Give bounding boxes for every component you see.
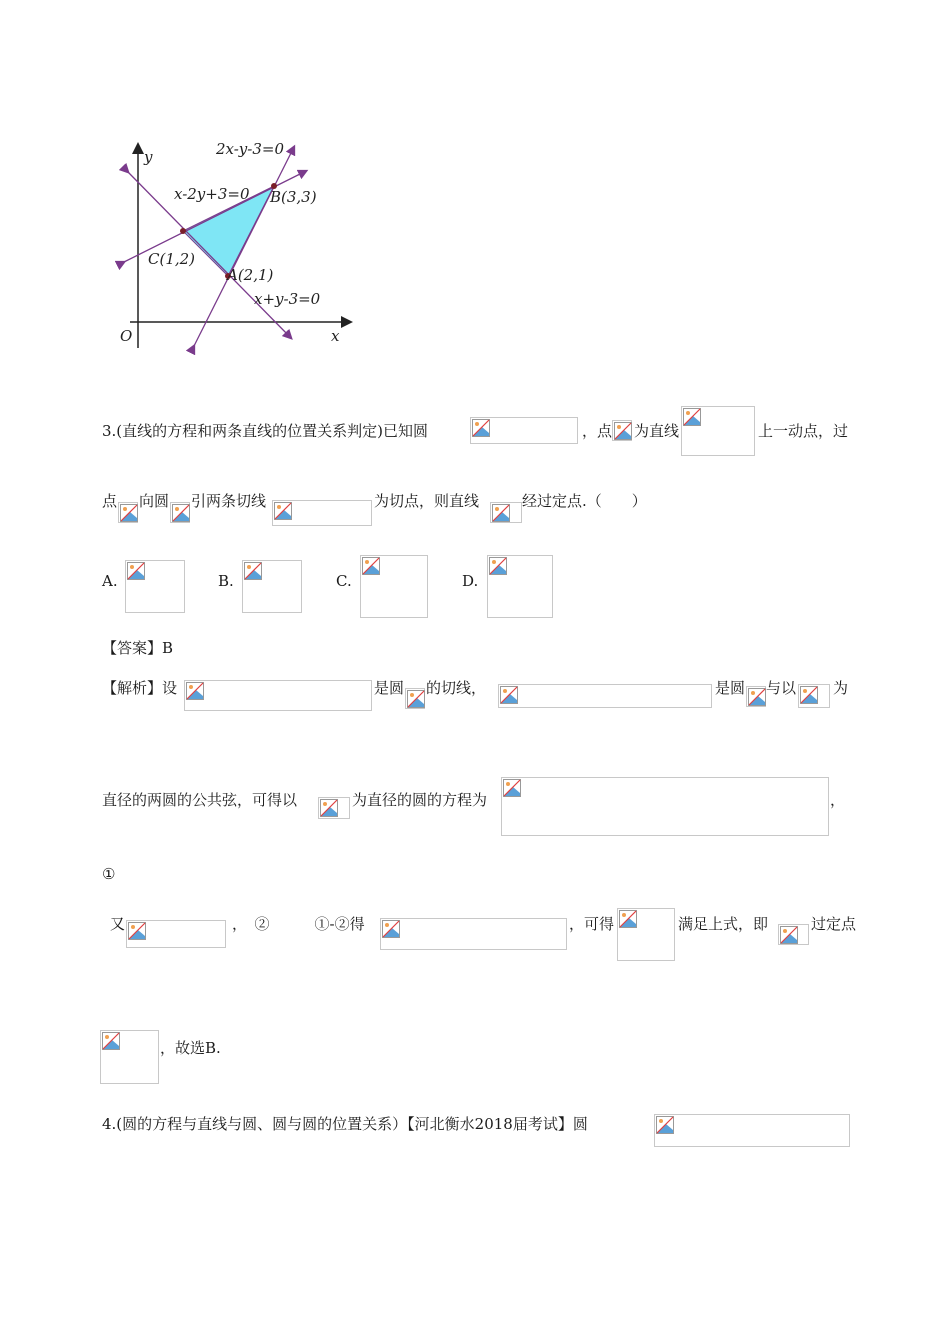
solution-line2-a: 直径的两圆的公共弦，可得以 (102, 791, 298, 809)
solution-line1-d: 是圆 (715, 679, 746, 697)
solution-line2-b: 为直径的圆的方程为 (352, 791, 488, 809)
broken-image-icon (120, 504, 138, 522)
broken-image-icon (102, 1032, 120, 1050)
x-axis-label: x (331, 327, 340, 345)
formula-image (318, 797, 350, 819)
formula-image (118, 502, 138, 523)
q3-line2-b: 向圆 (139, 492, 170, 510)
vertex-c-label: C(1,2) (148, 250, 196, 268)
q3-line2-e: 经过定点.（ ） (522, 492, 647, 510)
formula-image (654, 1114, 850, 1147)
formula-image (272, 500, 372, 526)
formula-image (490, 502, 522, 523)
vertex-a-label: A(2,1) (227, 266, 274, 284)
solution-line1-c: 的切线， (426, 679, 487, 697)
solution-line4: ，故选B. (160, 1039, 221, 1057)
broken-image-icon (244, 562, 262, 580)
vertex-c (180, 228, 186, 234)
solution-line2-c: ， (830, 791, 846, 809)
eq-top-label: 2x-y-3=0 (216, 140, 285, 158)
broken-image-icon (500, 686, 518, 704)
eq-bottom-label: x+y-3=0 (254, 290, 321, 308)
broken-image-icon (186, 682, 204, 700)
formula-image (498, 684, 712, 708)
formula-image (778, 924, 809, 945)
broken-image-icon (320, 799, 338, 817)
q3-line2-c: 引两条切线 (191, 492, 267, 510)
solution-line1-b: 是圆 (374, 679, 405, 697)
y-axis-label: y (144, 148, 153, 166)
broken-image-icon (780, 926, 798, 944)
q3-line2-d: 为切点，则直线 (374, 492, 480, 510)
broken-image-icon (274, 502, 292, 520)
solution-line3-e: 过定点 (811, 915, 857, 933)
formula-image (612, 420, 632, 441)
broken-image-icon (619, 910, 637, 928)
q3-line2-a: 点 (102, 492, 118, 510)
option-b-label: B. (218, 572, 234, 590)
eq-left-label: x-2y+3=0 (174, 185, 250, 203)
broken-image-icon (472, 419, 490, 437)
formula-image (501, 777, 829, 836)
broken-image-icon (503, 779, 521, 797)
broken-image-icon (492, 504, 510, 522)
solution-line3-b: ， ② ①-②得 (232, 915, 365, 933)
solution-line3-a: 又 (110, 915, 126, 933)
option-a-formula (125, 560, 185, 613)
origin-label: O (120, 327, 133, 345)
formula-image (681, 406, 755, 456)
formula-image (100, 1030, 159, 1084)
broken-image-icon (683, 408, 701, 426)
formula-image (617, 908, 675, 961)
answer-line: 【答案】B (102, 639, 174, 657)
formula-image (126, 920, 226, 948)
broken-image-icon (127, 562, 145, 580)
option-c-formula (360, 555, 428, 618)
option-d-label: D. (462, 572, 479, 590)
option-b-formula (242, 560, 302, 613)
broken-image-icon (362, 557, 380, 575)
formula-image (170, 502, 190, 523)
broken-image-icon (489, 557, 507, 575)
q3-line1-b: ，点 (582, 422, 613, 440)
broken-image-icon (407, 690, 425, 708)
broken-image-icon (128, 922, 146, 940)
equation-marker-1: ① (102, 865, 116, 883)
solution-line1-e: 与以 (766, 679, 797, 697)
broken-image-icon (748, 688, 766, 706)
formula-image (746, 686, 766, 707)
broken-image-icon (172, 504, 190, 522)
q4-line1: 4.(圆的方程与直线与圆、圆与圆的位置关系）【河北衡水2018届考试】圆 (102, 1115, 588, 1133)
broken-image-icon (656, 1116, 674, 1134)
formula-image (405, 688, 425, 709)
option-d-formula (487, 555, 553, 618)
option-c-label: C. (336, 572, 352, 590)
q3-line1-d: 上一动点，过 (758, 422, 849, 440)
solution-line1-f: 为 (833, 679, 849, 697)
option-a-label: A. (102, 572, 118, 590)
solution-line1-a: 【解析】设 (102, 679, 178, 697)
vertex-b-label: B(3,3) (270, 188, 317, 206)
triangle-region-figure (108, 140, 358, 355)
q3-line1-c: 为直线 (634, 422, 680, 440)
solution-line3-c: ，可得 (569, 915, 615, 933)
formula-image (184, 680, 372, 711)
broken-image-icon (382, 920, 400, 938)
formula-image (470, 417, 578, 444)
q3-line1-a: 3.(直线的方程和两条直线的位置关系判定)已知圆 (102, 422, 429, 440)
solution-line3-d: 满足上式，即 (678, 915, 769, 933)
formula-image (798, 684, 830, 708)
coordinate-plot (108, 140, 358, 355)
broken-image-icon (800, 686, 818, 704)
formula-image (380, 918, 567, 950)
broken-image-icon (614, 422, 632, 440)
